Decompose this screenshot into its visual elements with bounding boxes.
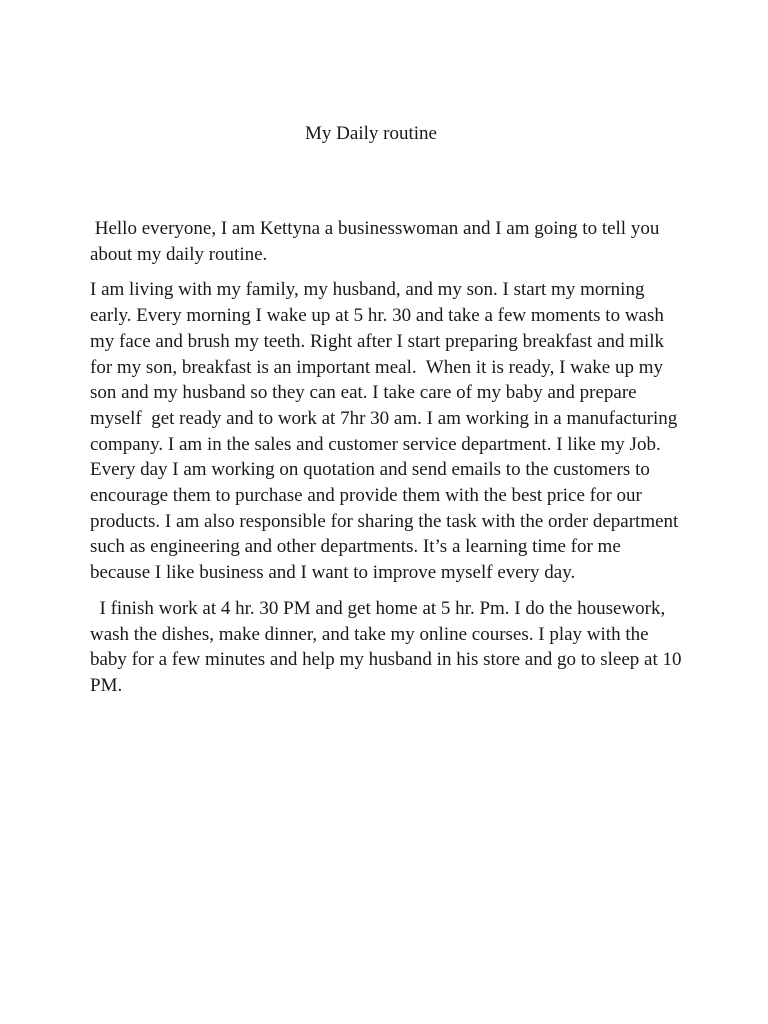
document-body	[90, 216, 687, 709]
paragraph-morning-routine: I am living with my family, my husband, and my son. I start my morning early. Every morning I wake up at 5 hr. 30 and take a few moments to wash my face and brush my teeth. Right after I start preparing breakfast and milk for my son, breakfast is an important meal. When it is ready, I wake up my son and my husband so they can eat. I take care of my baby and prepare myself get ready and to work at 7hr 30 am. I am working in a manufacturing company. I am in the sales and customer service department. I like my Job. Every day I am working on quotation and send emails to the customers to encourage them to purchase and provide them with the best price for our products. I am also responsible for sharing the task with the order department such as engineering and other departments. It’s a learning time for me because I like business and I want to improve myself every day.	[90, 279, 684, 584]
paragraph-evening-routine: I finish work at 4 hr. 30 PM and get home at 5 hr. Pm. I do the housework, wash the dishes, make dinner, and take my online courses. I play with the baby for a few minutes and help my husband in his store and go to sleep at 10 PM.	[90, 597, 687, 696]
paragraph-intro: Hello everyone, I am Kettyna a businesswoman and I am going to tell you about my daily routine.	[90, 218, 665, 265]
document-title: My Daily routine	[305, 123, 437, 144]
